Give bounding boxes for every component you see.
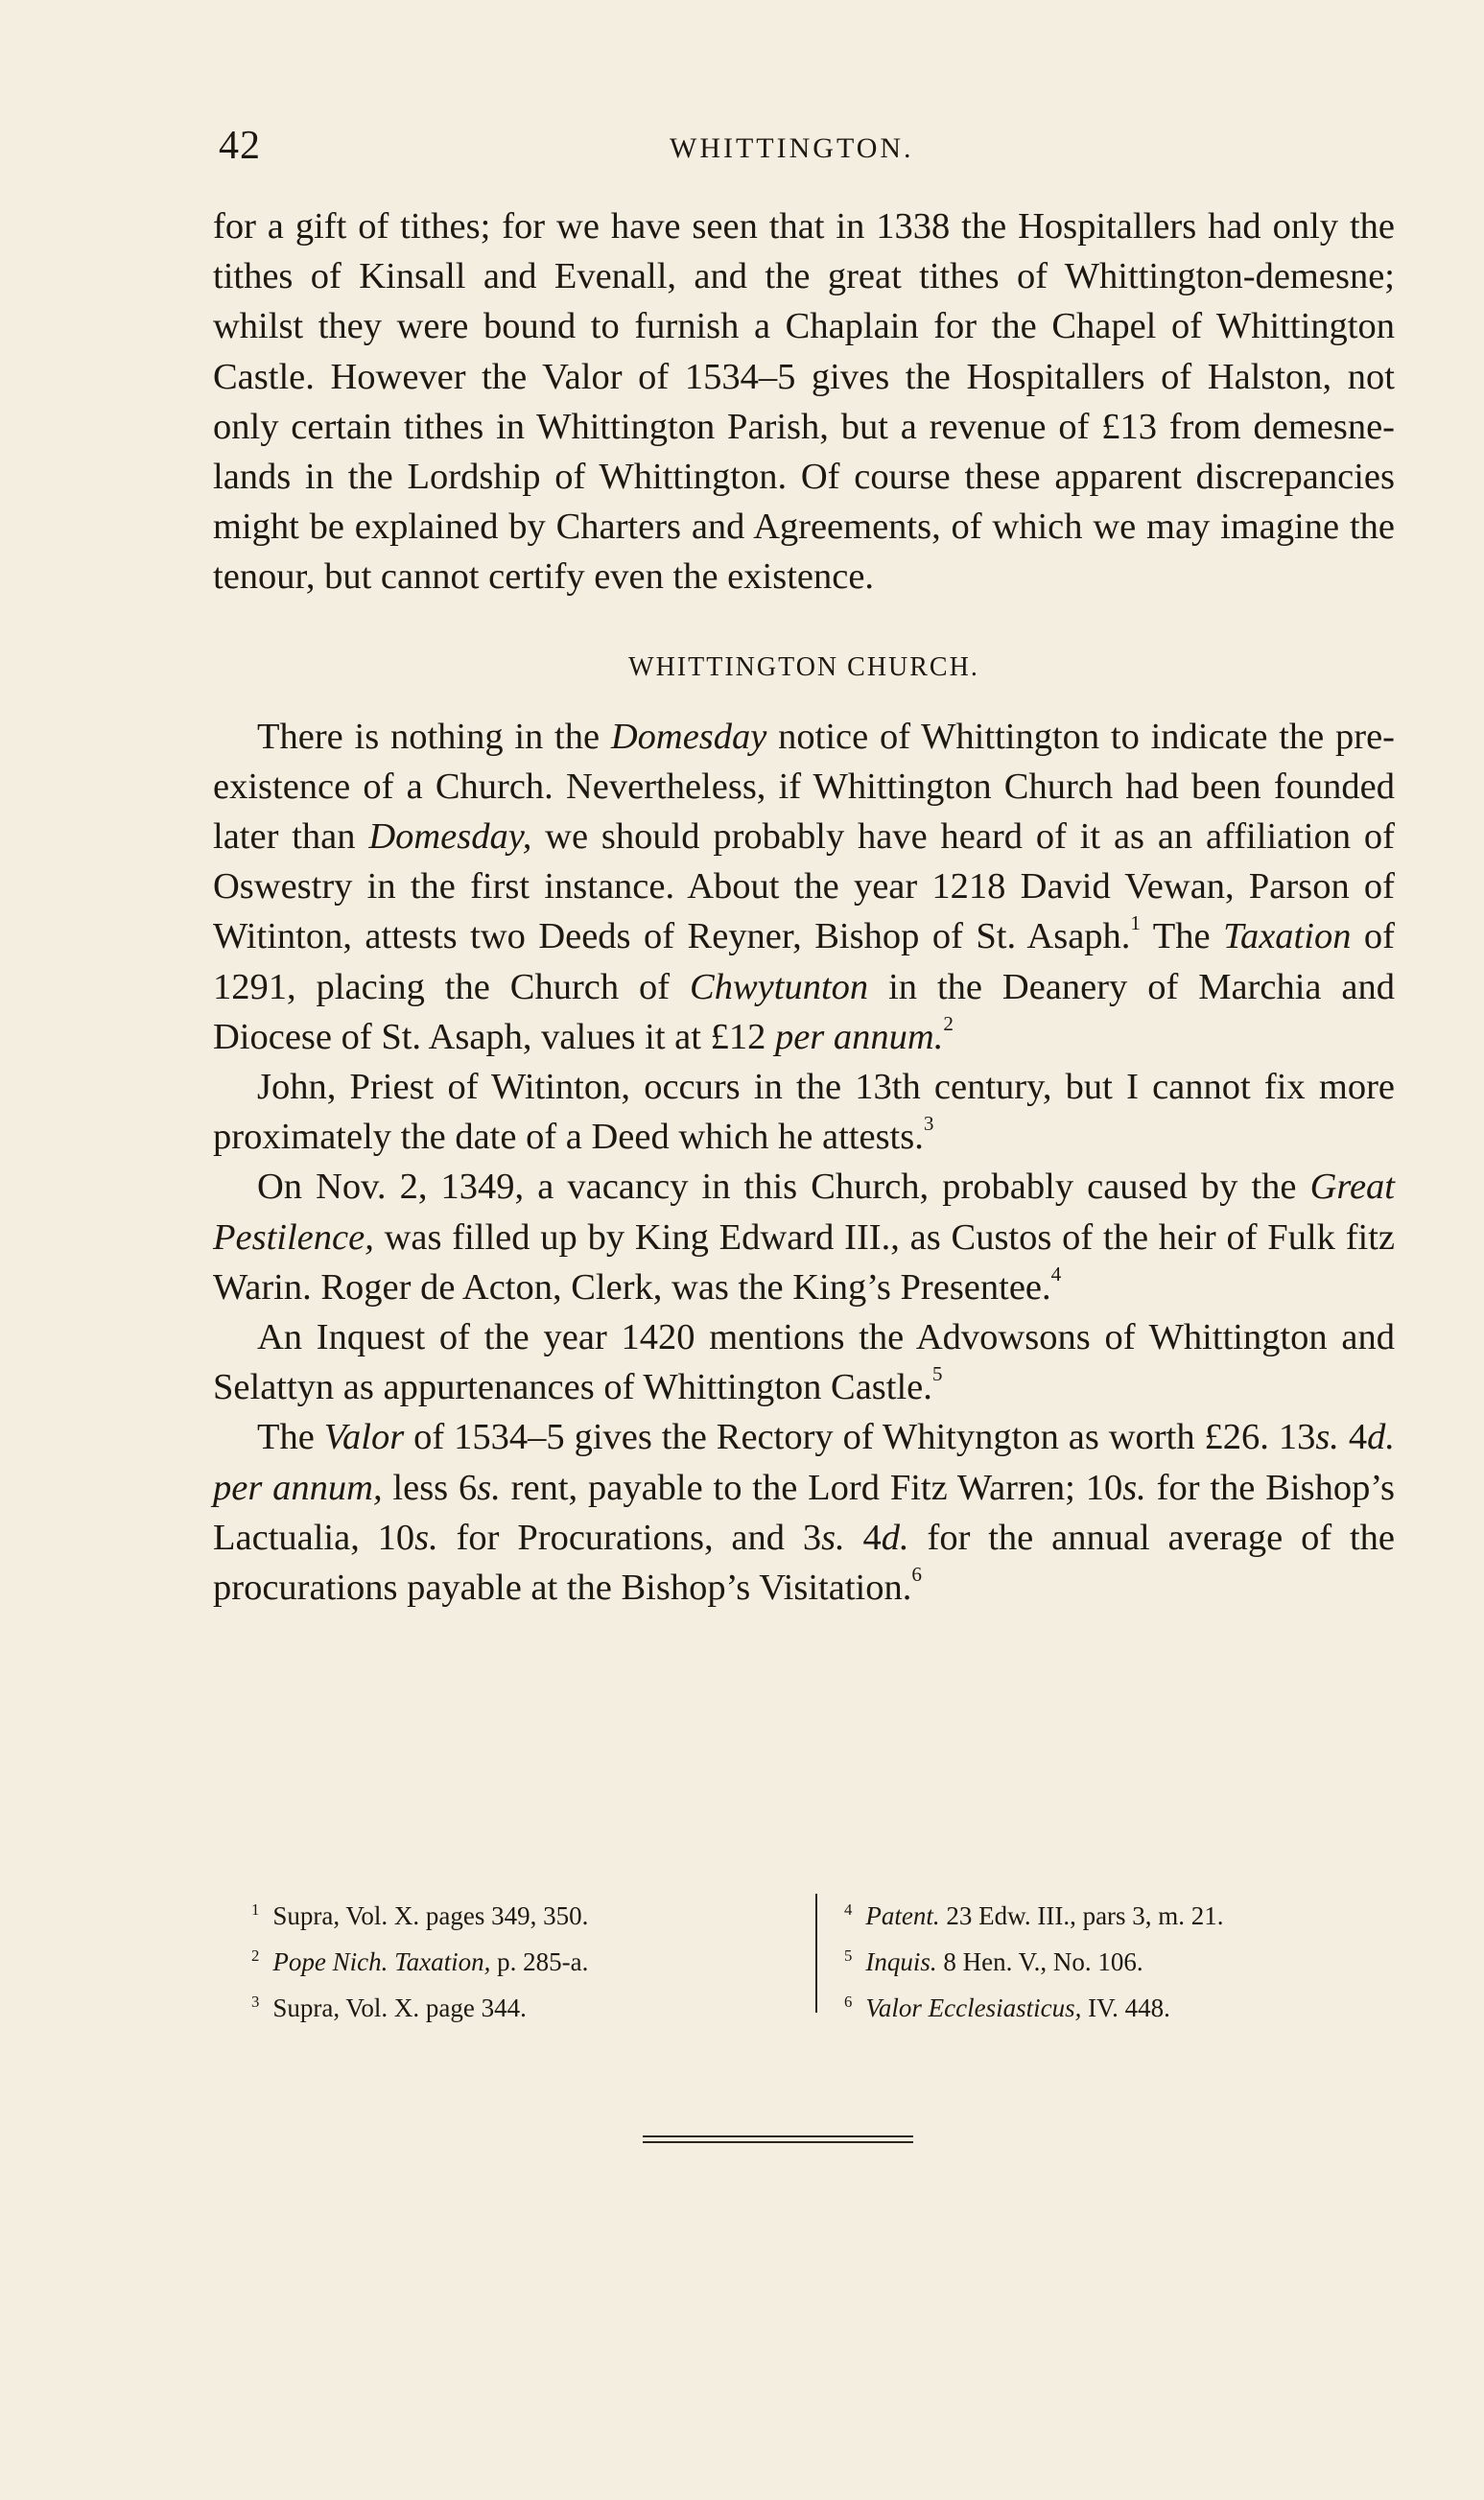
- paragraph-4: An Inquest of the year 1420 mentions the Advowsons of Whittington and Selattyn as appurtenances of Whittington Castle.$^5$: [213, 1317, 1395, 1408]
- footnote-6: $^6$ Valor Ecclesiasticus, IV. 448.: [844, 1993, 1170, 2023]
- footnote-ref: 2: [943, 1011, 954, 1035]
- page-number: 42: [219, 124, 261, 168]
- footnote-divider: [815, 1894, 817, 2013]
- footnote-3: $^3$ Supra, Vol. X. page 344.: [251, 1993, 527, 2023]
- section-heading: WHITTINGTON CHURCH.: [628, 651, 979, 682]
- footnote-ref: 4: [1050, 1262, 1062, 1285]
- footnote-1: $^1$ Supra, Vol. X. pages 349, 350.: [251, 1900, 589, 1931]
- footnote-4: $^4$ Patent. 23 Edw. III., pars 3, m. 21.: [844, 1900, 1224, 1931]
- paragraph-2: John, Priest of Witinton, occurs in the 13th century, but I cannot fix more proximately the date of a Deed which he attests.$^3$: [213, 1067, 1395, 1158]
- running-head: [219, 123, 1399, 171]
- opening-paragraph: for a gift of tithes; for we have seen that in 1338 the Hospitallers had only the tithes of Kinsall and Evenall, and the great tithes of Whittington-demesne; whilst they were bound to furnish a Chaplain for the Chapel of Whittington Castle. However the Valor of 1534–5 gives the Hospitallers of Halston, not only certain tithes in Whittington Parish, but a revenue of £13 from demesne-lands in the Lordship of Whittington. Of course these apparent discrepancies might be explained by Charters and Agreements, of which we may imagine the tenour, but cannot certify even the existence.: [213, 206, 1395, 598]
- footnote-ref: 1: [1130, 911, 1141, 935]
- footnotes: [251, 1890, 1402, 2034]
- footnote-5: $^5$ Inquis. 8 Hen. V., No. 106.: [844, 1946, 1143, 1977]
- footnote-2: $^2$ Pope Nich. Taxation, p. 285-a.: [251, 1946, 589, 1977]
- footnote-ref: 6: [911, 1563, 922, 1587]
- body-text: [213, 201, 1395, 1613]
- paragraph-5: The Valor of 1534–5 gives the Rectory of Whityngton as worth £26. 13s. 4d. per annum, less 6s. rent, payable to the Lord Fitz Warren; 10s. for the Bishop’s Lactualia, 10s. for Procurations, and 3s. 4d. for the annual average of the procurations payable at the Bishop’s Visitation.$^6$: [213, 1417, 1396, 1609]
- footnote-ref: 3: [923, 1112, 934, 1136]
- paragraph-1: There is nothing in the Domesday notice of Whittington to indicate the pre-existence of a Church. Nevertheless, if Whittington Church had been founded later than Domesday, we should probably have heard of it as an affiliation of Oswestry in the first instance. About the year 1218 David Vewan, Parson of Witinton, attests two Deeds of Reyner, Bishop of St. Asaph.$^1$ The Taxation of 1291, placing the Church of Chwytunton in the Deanery of Marchia and Diocese of St. Asaph, values it at £12 per annum.$^2$: [213, 716, 1396, 1057]
- footnotes-left-column: [251, 1890, 769, 2028]
- footnote-ref: 5: [931, 1362, 943, 1386]
- footnotes-right-column: [844, 1890, 1420, 2028]
- running-title: WHITTINGTON.: [670, 132, 914, 164]
- paragraph-3: On Nov. 2, 1349, a vacancy in this Church, probably caused by the Great Pestilence, was filled up by King Edward III., as Custos of the heir of Fulk fitz Warin. Roger de Acton, Clerk, was the King’s Presentee.$^4$: [213, 1167, 1395, 1308]
- end-rule: [643, 2135, 913, 2144]
